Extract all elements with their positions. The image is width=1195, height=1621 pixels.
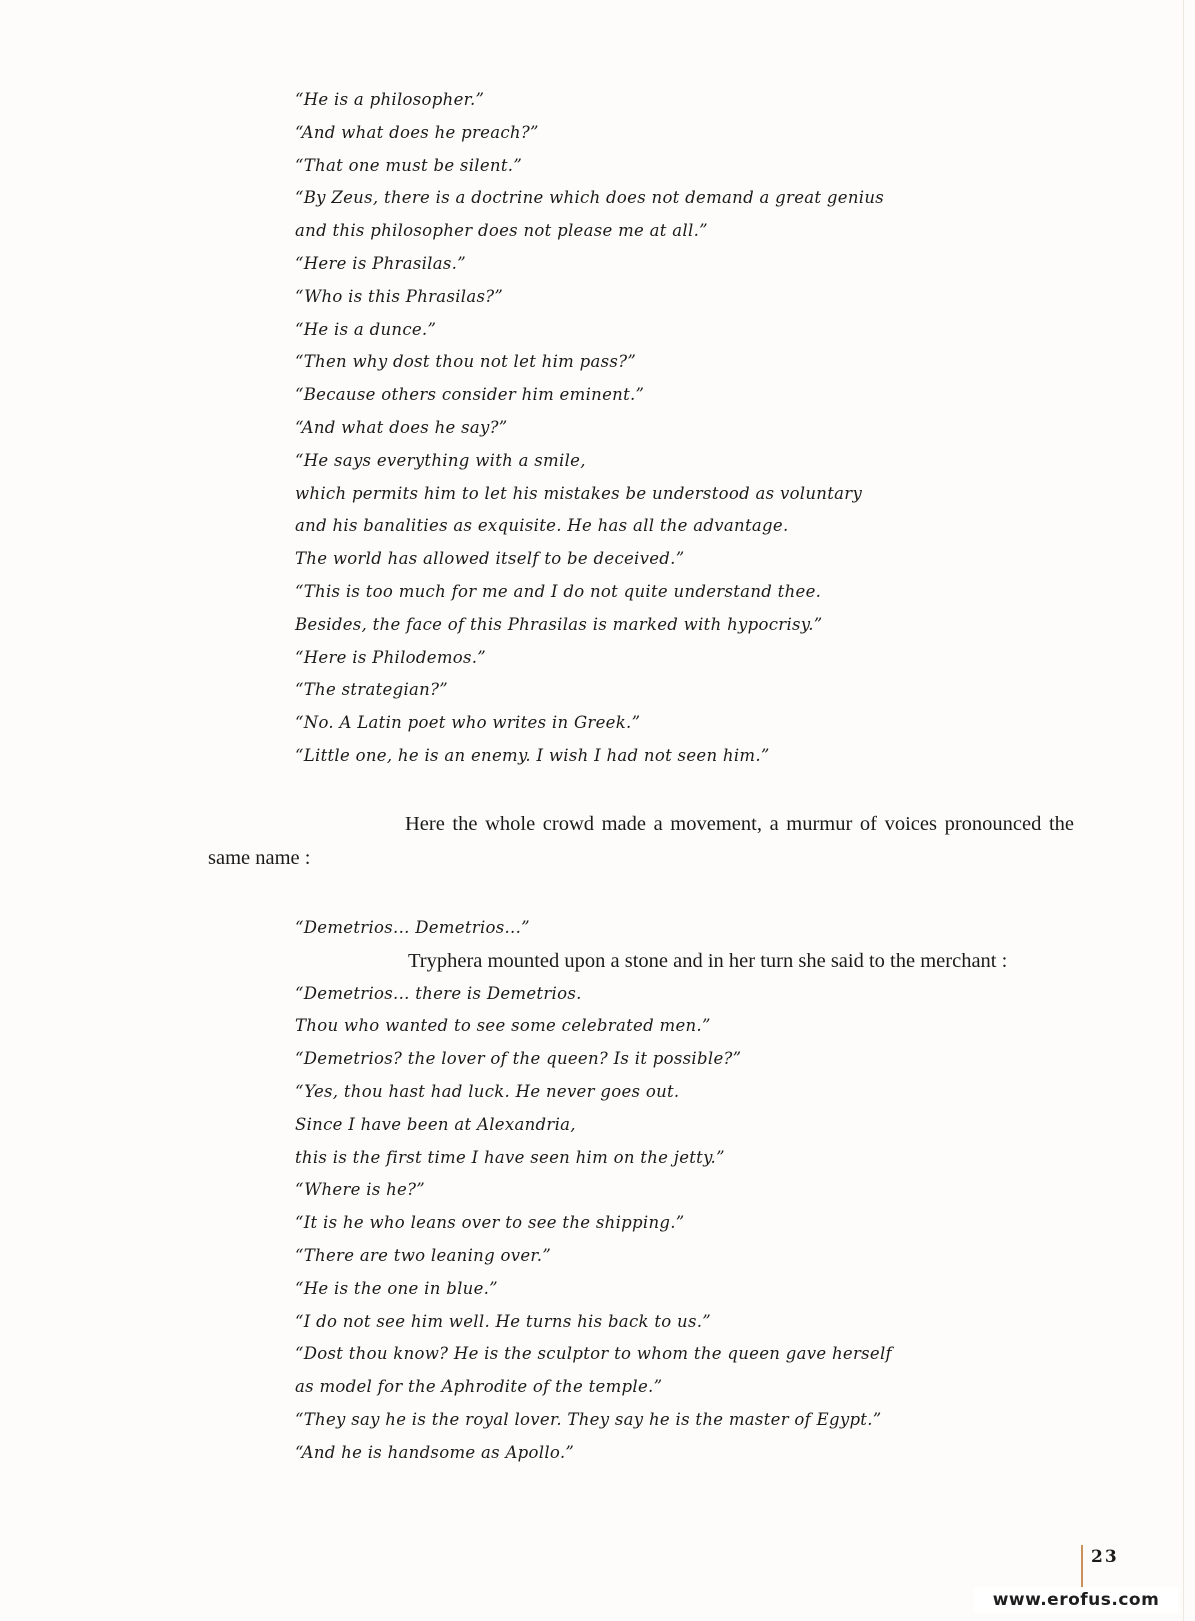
dialogue-line: “Where is he?” bbox=[295, 1180, 426, 1200]
dialogue-line: “Here is Philodemos.” bbox=[295, 647, 487, 667]
dialogue-line: “The strategian?” bbox=[295, 680, 448, 700]
dialogue-line: “And what does he say?” bbox=[295, 417, 508, 437]
dialogue-line: “It is he who leans over to see the shipping.” bbox=[295, 1213, 685, 1233]
dialogue-line: “I do not see him well. He turns his back to us.” bbox=[295, 1311, 712, 1331]
dialogue-line: “He is a dunce.” bbox=[295, 319, 437, 339]
dialogue-block-1 bbox=[295, 84, 1095, 773]
watermark-text: www.erofus.com bbox=[974, 1587, 1178, 1613]
dialogue-line: “Yes, thou hast had luck. He never goes out. bbox=[295, 1081, 680, 1101]
dialogue-line: “Who is this Phrasilas?” bbox=[295, 286, 504, 306]
dialogue-line: “Little one, he is an enemy. I wish I had not seen him.” bbox=[295, 745, 770, 765]
dialogue-line: “Dost thou know? He is the sculptor to whom the queen gave herself bbox=[295, 1344, 892, 1364]
dialogue-line: “And what does he preach?” bbox=[295, 122, 539, 142]
dialogue-line: “He is a philosopher.” bbox=[295, 90, 485, 109]
dialogue-block-2 bbox=[295, 912, 1095, 1470]
dialogue-line: Since I have been at Alexandria, bbox=[295, 1114, 576, 1134]
dialogue-line: and his banalities as exquisite. He has all the advantage. bbox=[295, 516, 789, 536]
dialogue-line: “This is too much for me and I do not quite understand thee. bbox=[295, 581, 822, 601]
dialogue-line: “And he is handsome as Apollo.” bbox=[295, 1442, 575, 1462]
dialogue-line: “Demetrios... there is Demetrios. bbox=[295, 983, 582, 1003]
dialogue-line: “Demetrios... Demetrios...” bbox=[295, 918, 530, 937]
dialogue-line: “No. A Latin poet who writes in Greek.” bbox=[295, 713, 641, 733]
dialogue-line: “Here is Phrasilas.” bbox=[295, 253, 466, 273]
dialogue-line: “By Zeus, there is a doctrine which does not demand a great genius bbox=[295, 188, 885, 208]
dialogue-line: which permits him to let his mistakes be understood as voluntary bbox=[295, 483, 863, 503]
narration-paragraph bbox=[208, 808, 1074, 875]
narration-inline: Tryphera mounted upon a stone and in her turn she said to the merchant : bbox=[408, 949, 1008, 972]
dialogue-line: “Demetrios? the lover of the queen? Is it possible?” bbox=[295, 1049, 742, 1069]
dialogue-line: “Then why dost thou not let him pass?” bbox=[295, 352, 637, 372]
dialogue-line: “That one must be silent.” bbox=[295, 155, 523, 175]
dialogue-line: “They say he is the royal lover. They say he is the master of Egypt.” bbox=[295, 1409, 882, 1429]
dialogue-line: The world has allowed itself to be deceived.” bbox=[295, 549, 685, 569]
dialogue-line: “There are two leaning over.” bbox=[295, 1245, 552, 1265]
dialogue-line: and this philosopher does not please me at all.” bbox=[295, 221, 708, 241]
dialogue-line: Besides, the face of this Phrasilas is marked with hypocrisy.” bbox=[295, 614, 823, 634]
dialogue-line: “He is the one in blue.” bbox=[295, 1278, 498, 1298]
page-number: 23 bbox=[1081, 1545, 1119, 1589]
narration-text: Here the whole crowd made a movement, a murmur of voices pronounced the same name : bbox=[208, 813, 1074, 869]
page-edge bbox=[1183, 0, 1184, 1621]
dialogue-line: “Because others consider him eminent.” bbox=[295, 385, 645, 405]
dialogue-line: “He says everything with a smile, bbox=[295, 450, 586, 470]
dialogue-line: Thou who wanted to see some celebrated men.” bbox=[295, 1016, 711, 1036]
dialogue-line: as model for the Aphrodite of the temple.” bbox=[295, 1377, 663, 1397]
dialogue-line: this is the first time I have seen him on the jetty.” bbox=[295, 1147, 725, 1167]
